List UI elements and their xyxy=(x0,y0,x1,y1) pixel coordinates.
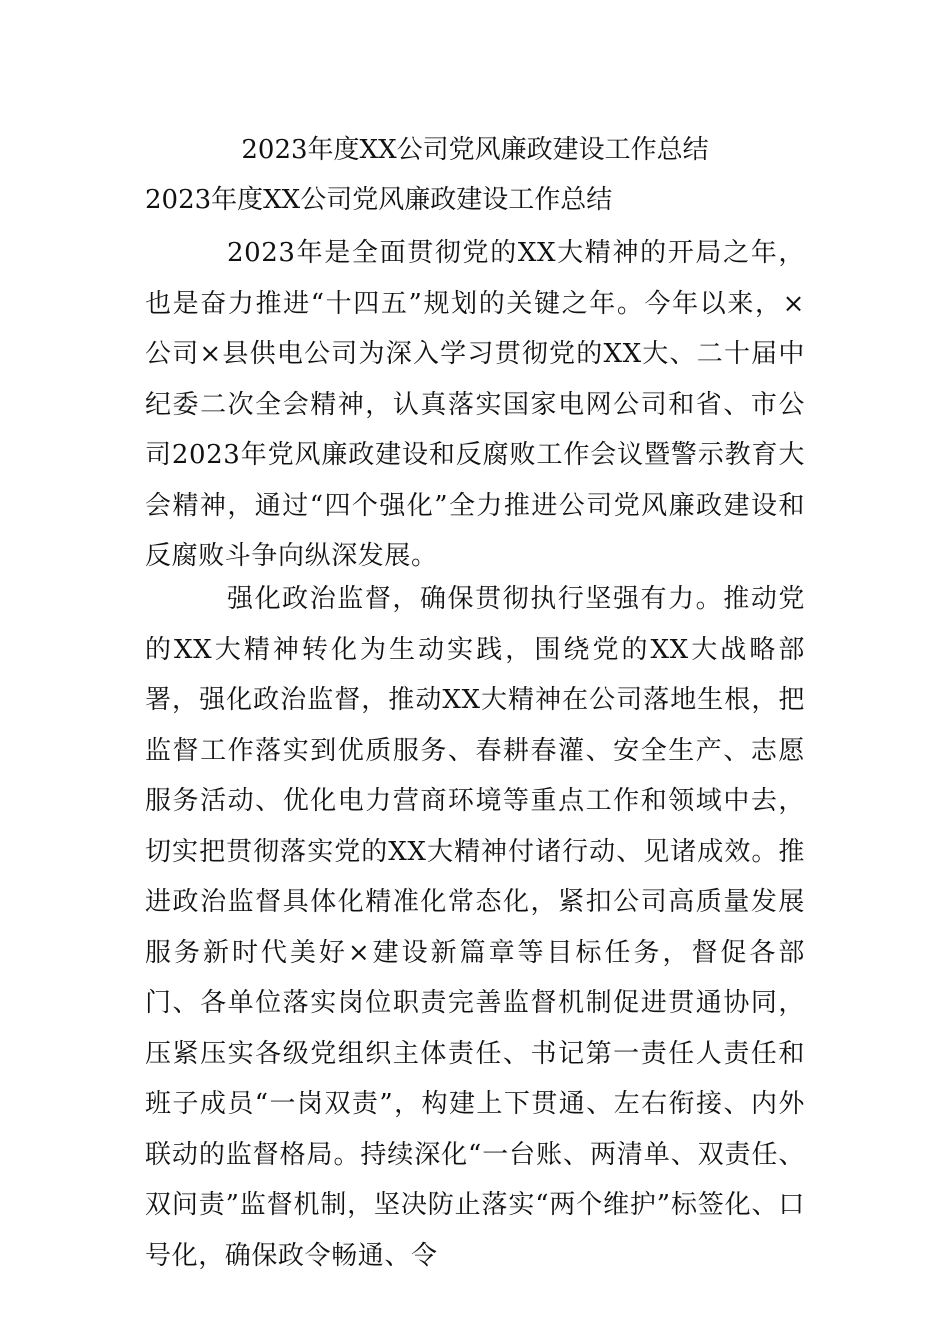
document-subtitle: 2023年度XX公司党风廉政建设工作总结 xyxy=(145,185,613,215)
document-title xyxy=(0,128,950,172)
body-paragraph: 2023年是全面贯彻党的XX大精神的开局之年，也是奋力推进“十四五”规划的关键之年。今年以来，×公司×县供电公司为深入学习贯彻党的XX大、二十届中纪委二次全会精神，认真落实国家电网公司和省、市公司2023年党风廉政建设和反腐败工作会议暨警示教育大会精神，通过“四个强化”全力推进公司党风廉政建设和反腐败斗争向纵深发展。 xyxy=(145,238,805,571)
body-paragraph: 强化政治监督，确保贯彻执行坚强有力。推动党的XX大精神转化为生动实践，围绕党的XX大战略部署，强化政治监督，推动XX大精神在公司落地生根，把监督工作落实到优质服务、春耕春灌、安全生产、志愿服务活动、优化电力营商环境等重点工作和领域中去，切实把贯彻落实党的XX大精神付诸行动、见诸成效。推进政治监督具体化精准化常态化，紧扣公司高质量发展服务新时代美好×建设新篇章等目标任务，督促各部门、各单位落实岗位职责完善监督机制促进贯通协同，压紧压实各级党组织主体责任、书记第一责任人责任和班子成员“一岗双责”，构建上下贯通、左右衔接、内外联动的监督格局。持续深化“一台账、两清单、双责任、双问责”监督机制，坚决防止落实“两个维护”标签化、口号化，确保政令畅通、令 xyxy=(145,584,805,1271)
document-title-text: 2023年度XX公司党风廉政建设工作总结 xyxy=(241,135,709,165)
